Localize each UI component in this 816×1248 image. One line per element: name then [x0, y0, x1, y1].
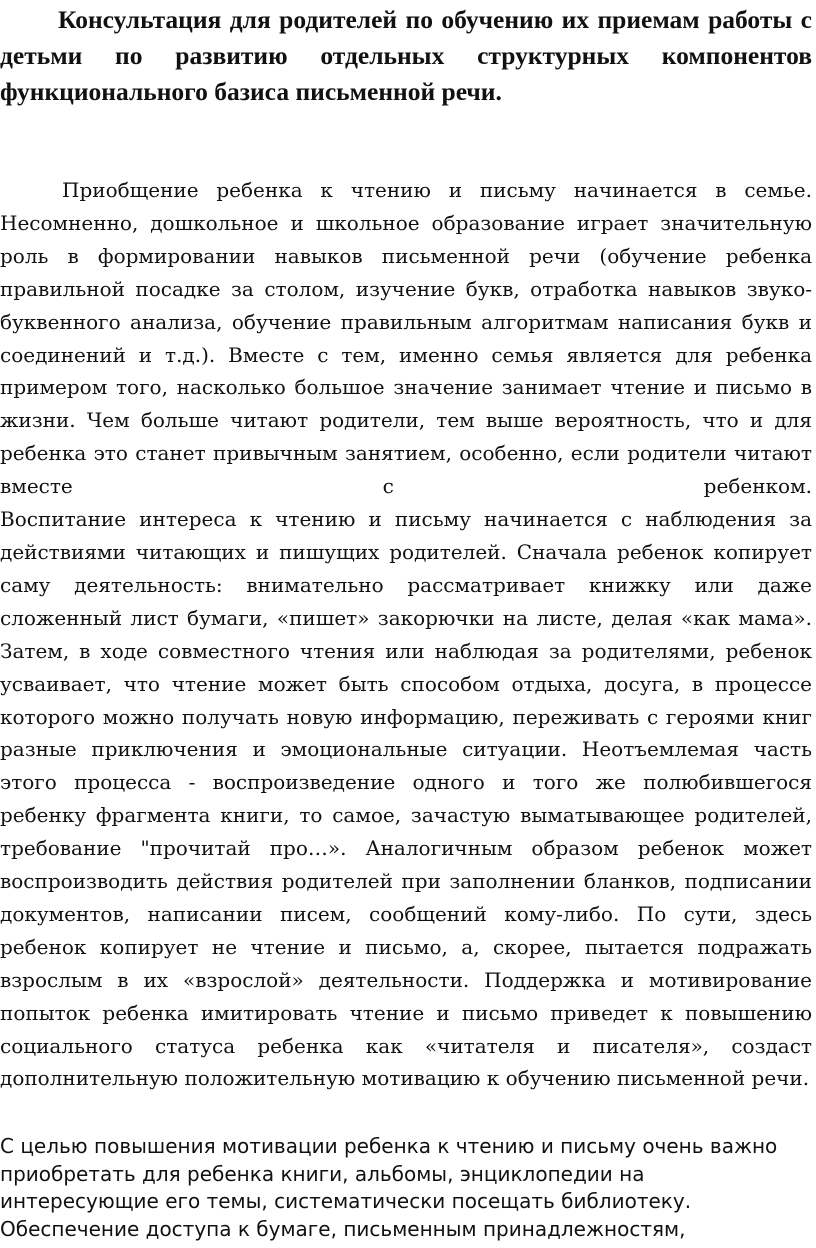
paragraph-family-reading — [0, 174, 812, 1095]
document-title: Консультация для родителей по обучению их приемам работы с детьми по развитию отдельных структурных компонентов функционального базиса письменной речи. — [0, 5, 812, 106]
paragraph-motivation-line-4: Обеспечение доступа к бумаге, письменным принадлежностям, — [0, 1216, 686, 1241]
paragraph-motivation — [0, 1133, 812, 1243]
paragraph-motivation-line-3: интересующие его темы, систематически посещать библиотеку. — [0, 1189, 692, 1213]
paragraph-family-reading-text: Приобщение ребенка к чтению и письму начинается в семье. Несомненно, дошкольное и школьное образование играет значительную роль в формировании навыков письменной речи (обучение ребенка правильной посадке за столом, изучение букв, отработка навыков звуко-буквенного анализа, обучение правильным алгоритмам написания букв и соединений и т.д.). Вместе с тем, именно семья является для ребенка примером того, насколько большое значение занимает чтение и письмо в жизни. Чем больше читают родители, тем выше вероятность, что и для ребенка это станет привычным занятием, особенно, если родители читают вместе с ребенком. — [0, 178, 812, 499]
document-body — [0, 174, 812, 1095]
paragraph-motivation-line-2: приобретать для ребенка книги, альбомы, энциклопедии на — [0, 1161, 645, 1186]
paragraph-interest-development-text: Воспитание интереса к чтению и письму начинается с наблюдения за действиями читающих и пишущих родителей. Сначала ребенок копирует саму деятельность: внимательно рассматривает книжку или даже сложенный лист бумаги, «пишет» закорючки на листе, делая «как мама». Затем, в ходе совместного чтения или наблюдая за родителями, ребенок усваивает, что чтение может быть способом отдыха, досуга, в процессе которого можно получать новую информацию, переживать с героями книг разные приключения и эмоциональные ситуации. Неотъемлемая часть этого процесса - воспроизведение одного и того же полюбившегося ребенку фрагмента книги, то самое, зачастую выматывающее родителей, требование "прочитай про…». Аналогичным образом ребенок может воспроизводить действия родителей при заполнении бланков, подписании документов, написании писем, сообщений кому-либо. По сути, здесь ребенок копирует не чтение и письмо, а, скорее, пытается подражать взрослым в их «взрослой» деятельности. Поддержка и мотивирование попыток ребенка имитировать чтение и письмо приведет к повышению социального статуса ребенка как «читателя и писателя», создаст дополнительную положительную мотивацию к обучению письменной речи. — [0, 507, 812, 1091]
paragraph-motivation-line-1: С целью повышения мотивации ребенка к чтению и письму очень важно — [0, 1134, 778, 1158]
